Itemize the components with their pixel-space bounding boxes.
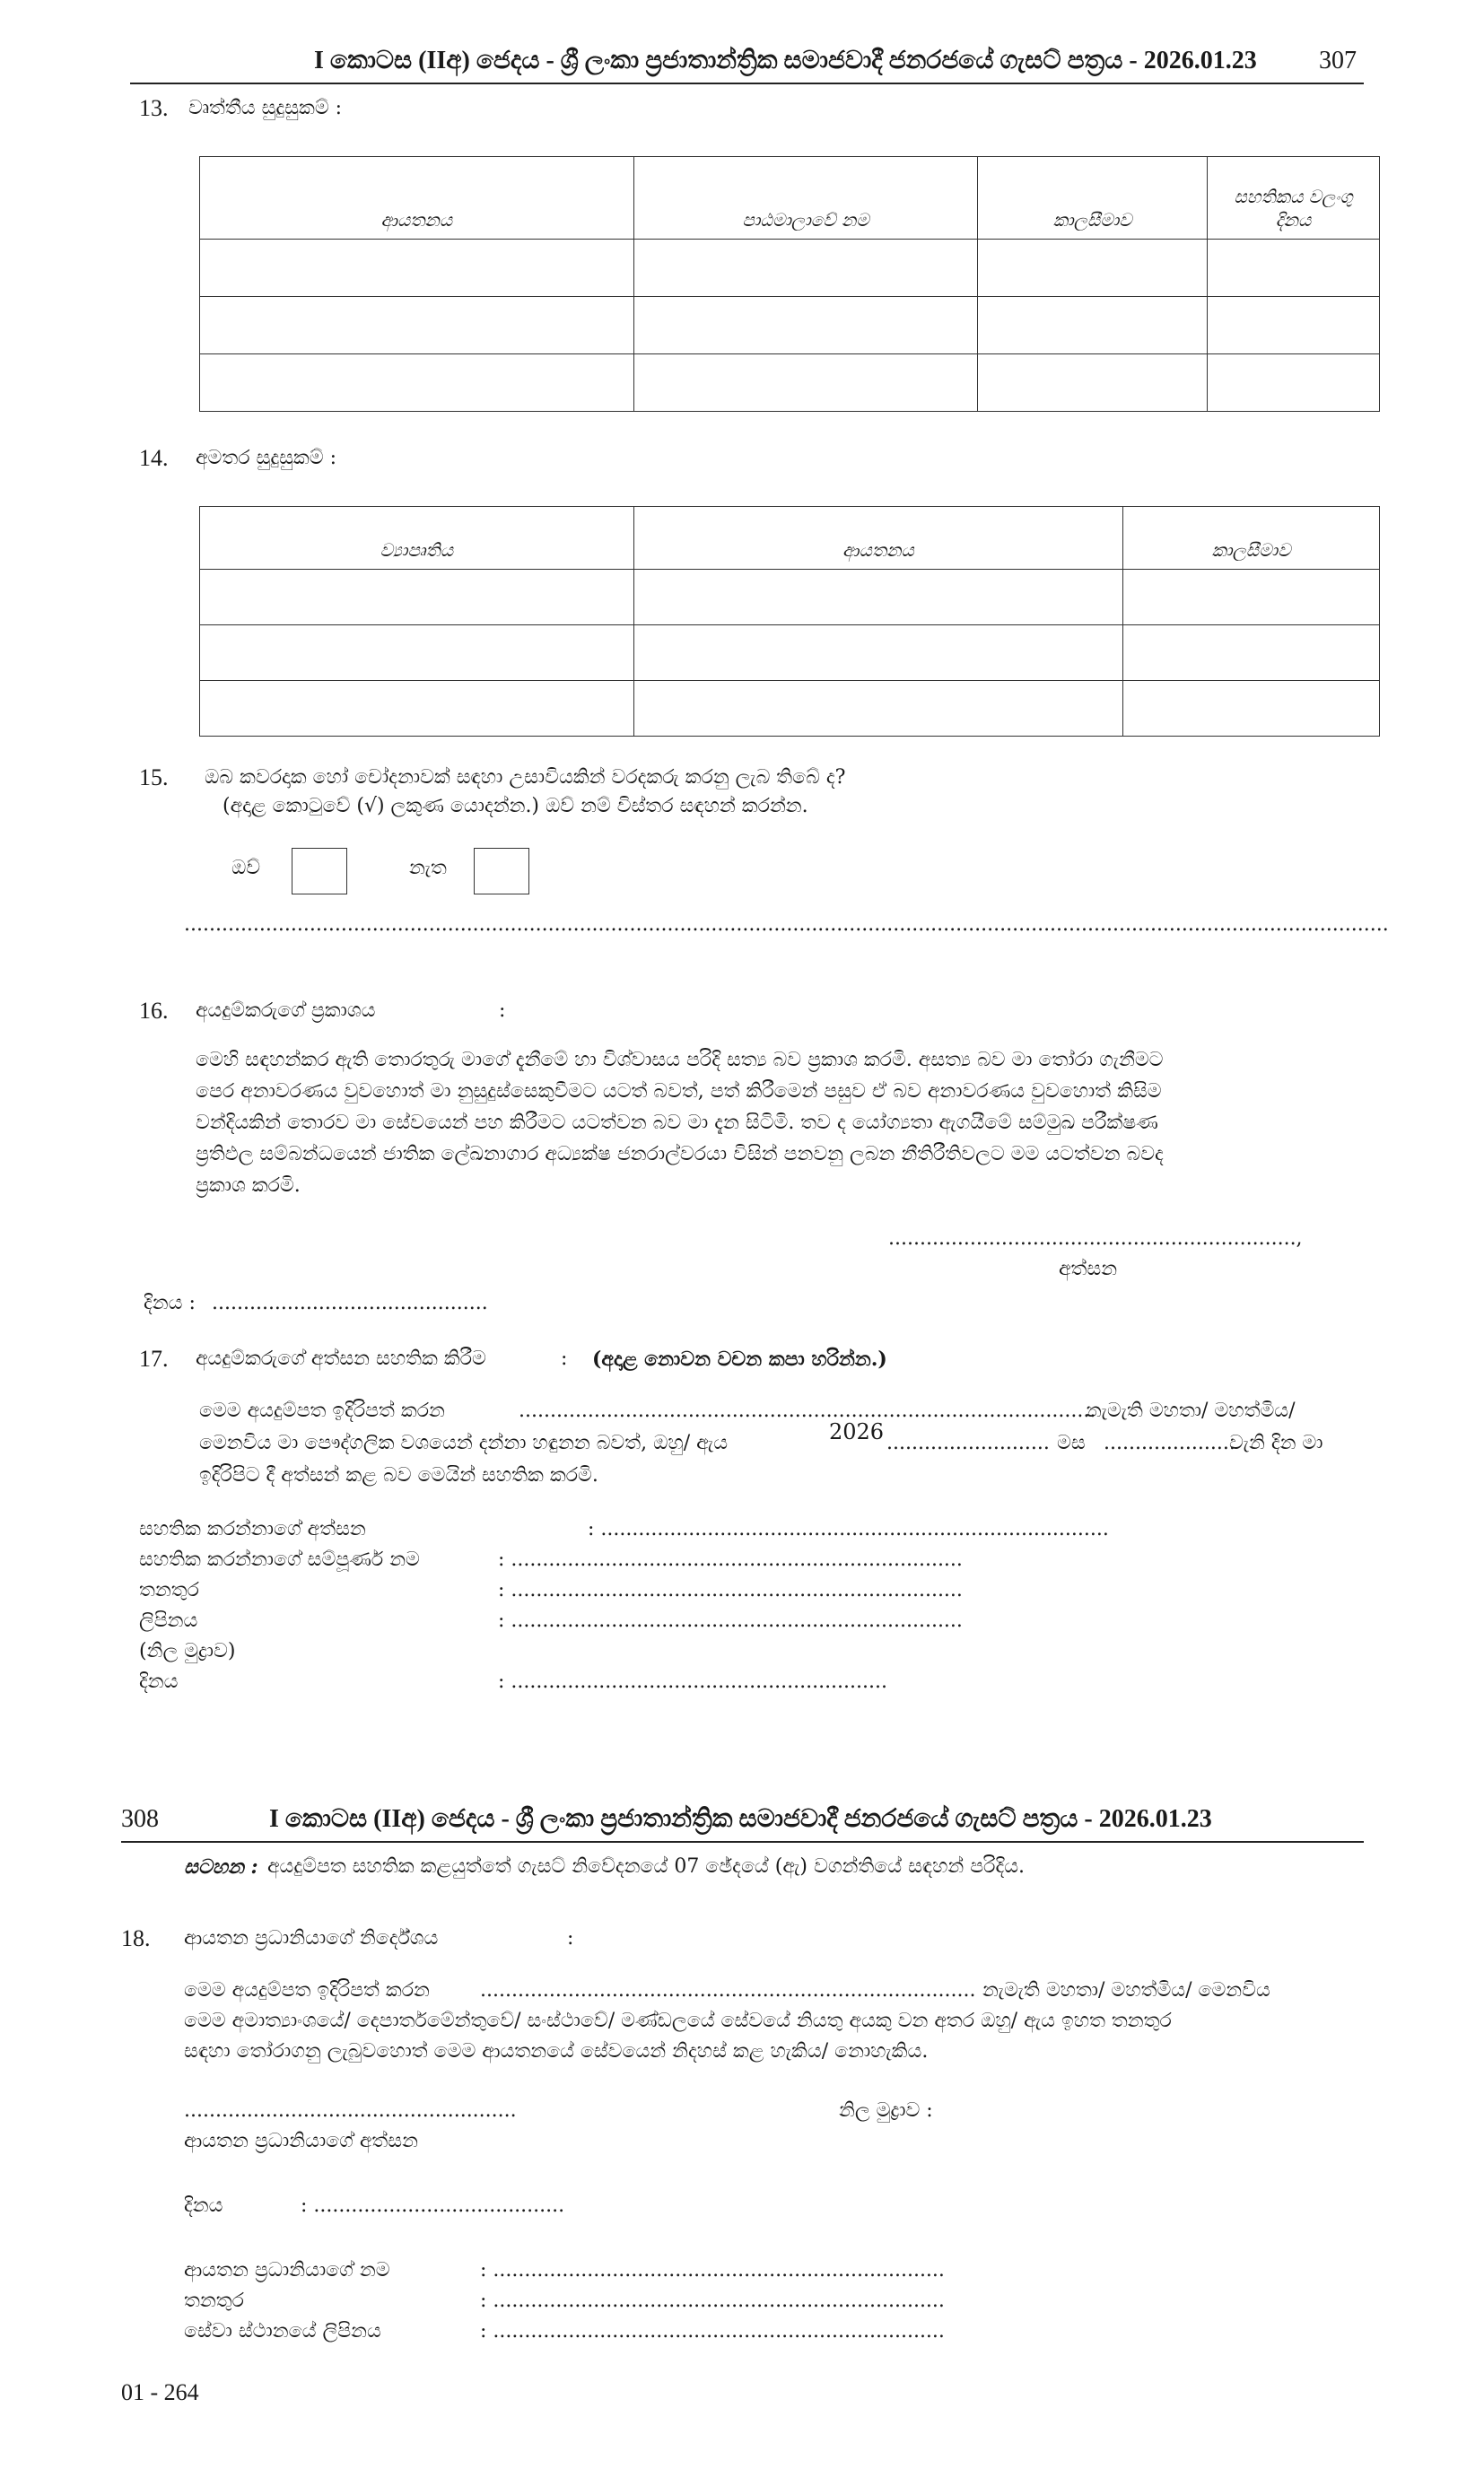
- declaration-line: වන්දියකින් තොරව මා සේවයෙන් පහ කිරීමට යටත්වන බව මා දැන සිටිමි. තව ද යෝග්‍යතා ඇගයීමේ සම්මුඛ පරීක්ෂණ: [196, 1112, 1158, 1134]
- head-field-label: ආයතන ප්‍රධානියාගේ නම: [184, 2259, 390, 2281]
- page-number: 308: [121, 1805, 159, 1833]
- professional-qualifications-table: [199, 156, 1380, 412]
- table-cell[interactable]: [1208, 354, 1380, 412]
- additional-qualifications-table: [199, 506, 1380, 737]
- yes-checkbox[interactable]: [292, 848, 347, 894]
- section-16-number: 16.: [139, 998, 169, 1024]
- applicant-name-line[interactable]: ............................................................................................: [519, 1400, 1096, 1422]
- head-date-line[interactable]: : ........................................: [301, 2194, 565, 2217]
- column-header: ආයතනය: [633, 507, 1123, 570]
- certifier-address-line[interactable]: : ........................................................................: [498, 1610, 963, 1632]
- head-date-label: දිනය: [184, 2194, 223, 2217]
- note-text: අයදුම්පත සහතික කළයුත්තේ ගැසට් නිවේදනයේ 07 ඡේදයේ (ඇ) වගන්තියේ සඳහන් පරිදිය.: [267, 1855, 1026, 1878]
- column-header: කාලසීමාව: [1123, 507, 1380, 570]
- page-header-title: I කොටස (IIඅ) ජෙදය - ශ්‍රී ලංකා ප්‍රජාතාන්ත්‍රික සමාජවාදී ජනරජයේ ගැසට් පත්‍රය - 2026.01.23: [269, 1805, 1212, 1833]
- applicant-signature-label: අත්සන: [1059, 1258, 1118, 1280]
- column-header: ව්‍යාපෘතිය: [200, 507, 634, 570]
- certify-line1-start: මෙම අයදුම්පත ඉදිරිපත් කරන: [199, 1400, 445, 1422]
- head-address-line[interactable]: : ........................................................................: [480, 2320, 945, 2342]
- section-18-title: ආයතන ප්‍රධානියාගේ නිර්දේශය: [184, 1927, 439, 1950]
- table-cell[interactable]: [200, 570, 634, 625]
- table-cell[interactable]: [200, 681, 634, 737]
- head-field-label: සේවා ස්ථානයේ ලිපිනය: [184, 2320, 381, 2342]
- table-cell[interactable]: [200, 240, 634, 297]
- certifier-designation-line[interactable]: : ........................................................................: [498, 1579, 963, 1601]
- section-14-number: 14.: [139, 445, 169, 471]
- certifier-signature-line[interactable]: : .................................................................................: [588, 1518, 1109, 1540]
- table-cell[interactable]: [633, 240, 978, 297]
- column-header: සහතිකය වලංගු දිනය: [1208, 157, 1380, 240]
- recommend-line2: මෙම අමාත්‍යාංශයේ/ දෙපාර්තමේන්තුවේ/ සංස්ථාවේ/ මණ්ඩලයේ සේවයේ නියතු අයකු වන අතර ඔහු/ ඇය ඉහත තනතුර: [184, 2010, 1172, 2032]
- certify-line2-end: වැනි දින මා: [1229, 1432, 1323, 1454]
- section-13-number: 13.: [139, 95, 169, 121]
- certifier-field-label: දිනය: [139, 1671, 179, 1693]
- recommend-line1-end: නැමැති මහතා/ මහත්මිය/ මෙනවිය: [982, 1979, 1270, 2002]
- certifier-date-line[interactable]: : ............................................................: [498, 1671, 887, 1693]
- page-number: 307: [1319, 47, 1357, 74]
- head-designation-line[interactable]: : ........................................................................: [480, 2290, 945, 2312]
- section-13-title: වෘත්තීය සුදුසුකම් :: [188, 97, 343, 119]
- declaration-line: මෙහි සඳහන්කර ඇති තොරතුරු මාගේ දැනීමේ හා විශ්වාසය පරිදි සත්‍ය බව ප්‍රකාශ කරමි. අසත්‍ය බව මා තෝරා ගැනීමට: [196, 1049, 1164, 1071]
- certifier-field-label: සහතික කරන්නාගේ සම්පූර්ණ නම: [139, 1549, 420, 1571]
- certify-line2-start: මෙනවිය මා පෞද්ගලික වශයෙන් දන්නා හඳුනන බවත්, ඔහු/ ඇය: [199, 1432, 729, 1454]
- table-cell[interactable]: [200, 297, 634, 354]
- certifier-field-label: සහතික කරන්නාගේ අත්සන: [139, 1518, 366, 1540]
- header-rule: [121, 1841, 1364, 1843]
- table-cell[interactable]: [633, 625, 1123, 681]
- official-seal-label: නිල මුද්‍රාව :: [839, 2099, 933, 2122]
- table-cell[interactable]: [633, 354, 978, 412]
- no-label: නැත: [409, 857, 447, 879]
- section-14-title: අමතර සුදුසුකම් :: [196, 447, 337, 469]
- certifier-field-label: ලිපිනය: [139, 1610, 198, 1632]
- section-17-title: අයදුම්කරුගේ අත්සන සහතික කිරීම: [196, 1348, 486, 1370]
- column-header: පාඨමාලාවේ නම: [633, 157, 978, 240]
- head-field-label: තනතුර: [184, 2290, 244, 2312]
- recommend-name-line[interactable]: ...............................................................................: [480, 1979, 976, 2002]
- details-dotted-line[interactable]: ................................................................................................................................................................................................: [184, 913, 1389, 936]
- section-17-instruction: (අදාළ නොවන වචන කපා හරින්න.): [592, 1348, 887, 1371]
- applicant-date-label: දිනය :: [144, 1292, 196, 1314]
- table-cell[interactable]: [1123, 570, 1380, 625]
- table-cell[interactable]: [1123, 681, 1380, 737]
- head-signature-line[interactable]: .....................................................: [184, 2099, 517, 2122]
- certify-line1-end: නැමැති මහතා/ මහත්මිය/: [1086, 1400, 1296, 1422]
- declaration-line: ප්‍රකාශ කරමි.: [196, 1174, 301, 1197]
- applicant-signature-line[interactable]: .................................................................,: [888, 1227, 1303, 1250]
- declaration-line: පෙර අනාවරණය වුවහොත් මා නුසුදුස්සෙකුවීමට යටත් බවත්, පත් කිරීමෙන් පසුව ඒ බව අනාවරණය වුවහොත් කිසිම: [196, 1080, 1162, 1103]
- certify-month-line[interactable]: .....................: [1104, 1432, 1235, 1454]
- applicant-date-line[interactable]: ............................................: [212, 1292, 488, 1314]
- recommend-line1-start: මෙම අයදුම්පත ඉදිරිපත් කරන: [184, 1979, 430, 2002]
- page-header-title: I කොටස (IIඅ) ජෙදය - ශ්‍රී ලංකා ප්‍රජාතාන්ත්‍රික සමාජවාදී ජනරජයේ ගැසට් පත්‍රය - 2026.01.23: [314, 47, 1257, 74]
- table-cell[interactable]: [978, 297, 1208, 354]
- section-15-instruction: (අදාළ කොටුවේ (√) ලකුණ යොදන්න.) ඔව් නම් විස්තර සඳහන් කරන්න.: [223, 795, 808, 817]
- section-17-number: 17.: [139, 1346, 169, 1372]
- certifier-name-line[interactable]: : ........................................................................: [498, 1549, 963, 1571]
- table-cell[interactable]: [1208, 240, 1380, 297]
- head-name-line[interactable]: : ........................................................................: [480, 2259, 945, 2281]
- table-cell[interactable]: [1123, 625, 1380, 681]
- section-16-colon: :: [499, 999, 506, 1022]
- section-18-colon: :: [567, 1927, 574, 1950]
- column-header: කාලසීමාව: [978, 157, 1208, 240]
- table-cell[interactable]: [978, 354, 1208, 412]
- table-cell[interactable]: [978, 240, 1208, 297]
- certify-year: 2026: [829, 1419, 885, 1444]
- table-cell[interactable]: [633, 570, 1123, 625]
- section-16-title: අයදුම්කරුගේ ප්‍රකාශය: [196, 999, 376, 1022]
- certify-line3: ඉදිරිපිට දී අත්සන් කළ බව මෙයින් සහතික කරමි.: [199, 1464, 598, 1487]
- note-label: සටහන :: [184, 1855, 258, 1879]
- declaration-paragraph: [196, 1044, 1380, 1201]
- certifier-field-label: තනතුර: [139, 1579, 199, 1601]
- header-rule: [130, 83, 1364, 84]
- table-cell[interactable]: [633, 297, 978, 354]
- official-seal-label: (නිල මුද්‍රාව): [139, 1640, 236, 1662]
- footer-code: 01 - 264: [121, 2379, 199, 2405]
- recommend-line3: සඳහා තෝරාගනු ලැබුවහොත් මෙම ආයතනයේ සේවයෙන් නිදහස් කළ හැකිය/ නොහැකිය.: [184, 2040, 929, 2063]
- declaration-line: ප්‍රතිඵල සම්බන්ධයෙන් ජාතික ලේඛනාගාර අධ්‍යක්ෂ ජනරාල්වරයා විසින් පනවනු ලබන නීතිරීතිවලට මම යටත්වන බවද: [196, 1143, 1164, 1165]
- section-15-number: 15.: [139, 764, 169, 790]
- section-17-colon: :: [561, 1348, 568, 1370]
- section-18-number: 18.: [121, 1925, 151, 1951]
- table-cell[interactable]: [200, 625, 634, 681]
- column-header: ආයතනය: [200, 157, 634, 240]
- table-cell[interactable]: [633, 681, 1123, 737]
- no-checkbox[interactable]: [474, 848, 529, 894]
- table-cell[interactable]: [1208, 297, 1380, 354]
- section-15-question: ඔබ කවරදාක හෝ චෝදනාවක් සඳහා උසාවියකින් වරදකරු කරනු ලැබ තිබේ ද?: [205, 766, 846, 789]
- head-signature-label: ආයතන ප්‍රධානියාගේ අත්සන: [184, 2130, 418, 2152]
- yes-label: ඔව්: [231, 857, 261, 879]
- certify-day-line[interactable]: ..........................: [886, 1432, 1050, 1454]
- table-cell[interactable]: [200, 354, 634, 412]
- certify-month-label: මස: [1057, 1432, 1086, 1454]
